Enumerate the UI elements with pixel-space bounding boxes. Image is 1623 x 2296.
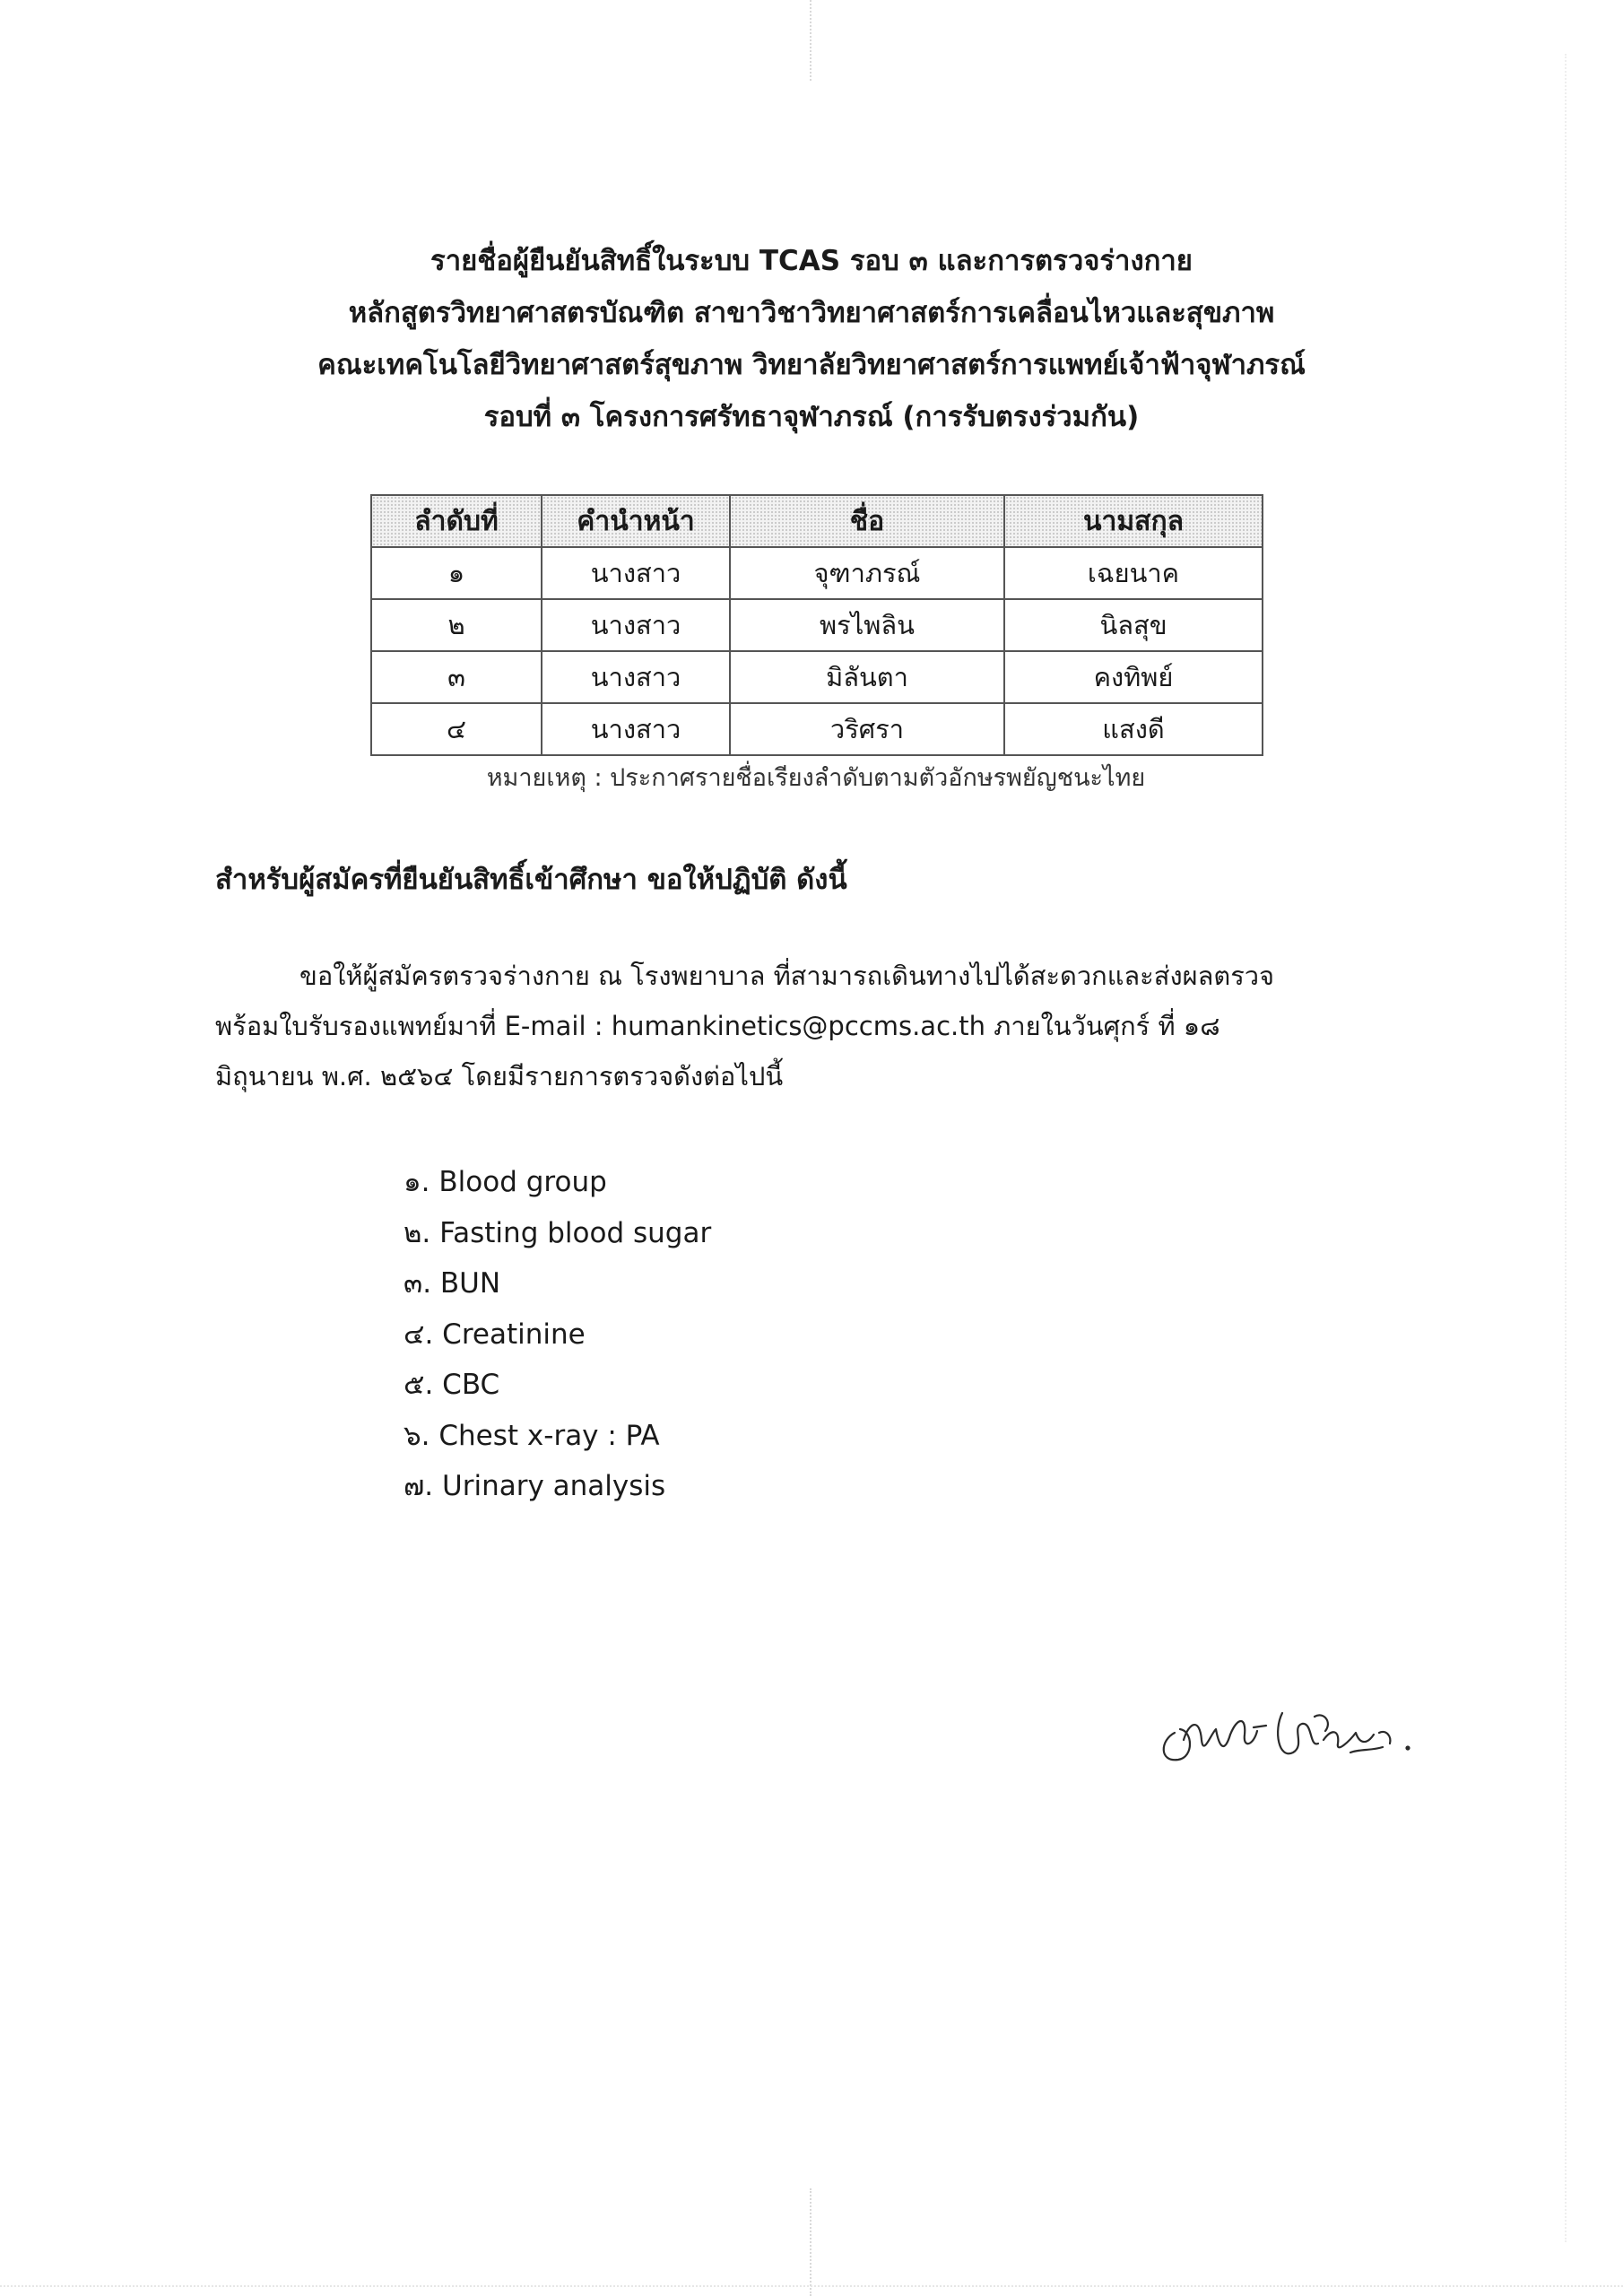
paragraph-line-3: มิถุนายน พ.ศ. ๒๕๖๔ โดยมีรายการตรวจดังต่อไปนี้	[215, 1061, 784, 1091]
list-item: ๓. BUN	[404, 1267, 501, 1300]
list-item: ๒. Fasting blood sugar	[404, 1216, 712, 1249]
cell-last-name: เฉยนาค	[1004, 547, 1263, 599]
cell-prefix: นางสาว	[542, 547, 730, 599]
scan-artifact-edge	[0, 2285, 1623, 2287]
table-row	[371, 651, 1263, 703]
header-order: ลำดับที่	[371, 495, 542, 547]
header-first-name: ชื่อ	[730, 495, 1004, 547]
cell-order: ๓	[371, 651, 542, 703]
table-row	[371, 599, 1263, 651]
list-item: ๕. CBC	[404, 1369, 500, 1401]
table-row	[371, 547, 1263, 599]
scan-artifact-bottom	[810, 2188, 812, 2296]
cell-prefix: นางสาว	[542, 599, 730, 651]
cell-first-name: วริศรา	[730, 703, 1004, 755]
scan-artifact-top	[810, 0, 812, 81]
exam-checklist	[404, 1157, 711, 1512]
document-title	[0, 235, 1623, 443]
title-line-3: คณะเทคโนโลยีวิทยาศาสตร์สุขภาพ วิทยาลัยวิทยาศาสตร์การแพทย์เจ้าฟ้าจุฬาภรณ์	[317, 349, 1306, 381]
instructions-paragraph	[215, 951, 1426, 1101]
cell-first-name: จุฑาภรณ์	[730, 547, 1004, 599]
cell-first-name: พรไพลิน	[730, 599, 1004, 651]
title-line-4: รอบที่ ๓ โครงการศรัทธาจุฬาภรณ์ (การรับตรงร่วมกัน)	[483, 401, 1140, 433]
title-line-2: หลักสูตรวิทยาศาสตรบัณฑิต สาขาวิชาวิทยาศาสตร์การเคลื่อนไหวและสุขภาพ	[348, 297, 1275, 329]
title-line-1: รายชื่อผู้ยืนยันสิทธิ์ในระบบ TCAS รอบ ๓ และการตรวจร่างกาย	[430, 245, 1193, 277]
cell-order: ๒	[371, 599, 542, 651]
cell-first-name: มิลันตา	[730, 651, 1004, 703]
table-note: หมายเหตุ : ประกาศรายชื่อเรียงลำดับตามตัวอักษรพยัญชนะไทย	[486, 764, 1146, 792]
cell-prefix: นางสาว	[542, 703, 730, 755]
cell-last-name: นิลสุข	[1004, 599, 1263, 651]
list-item: ๖. Chest x-ray : PA	[404, 1419, 660, 1452]
cell-prefix: นางสาว	[542, 651, 730, 703]
cell-order: ๑	[371, 547, 542, 599]
list-item: ๑. Blood group	[404, 1166, 607, 1198]
paragraph-line-1: ขอให้ผู้สมัครตรวจร่างกาย ณ โรงพยาบาล ที่สามารถเดินทางไปได้สะดวกและส่งผลตรวจ	[299, 961, 1275, 991]
cell-last-name: คงทิพย์	[1004, 651, 1263, 703]
cell-last-name: แสงดี	[1004, 703, 1263, 755]
paragraph-line-2: พร้อมใบรับรองแพทย์มาที่ E-mail : humankinetics@pccms.ac.th ภายในวันศุกร์ ที่ ๑๘	[215, 1011, 1220, 1041]
header-last-name: นามสกุล	[1004, 495, 1263, 547]
instructions-heading: สำหรับผู้สมัครที่ยืนยันสิทธิ์เข้าศึกษา ขอให้ปฏิบัติ ดังนี้	[215, 864, 847, 896]
list-item: ๗. Urinary analysis	[404, 1470, 666, 1502]
handwritten-signature	[1148, 1677, 1435, 1776]
table-header-row	[371, 495, 1263, 547]
table-row	[371, 703, 1263, 755]
list-item: ๔. Creatinine	[404, 1318, 586, 1351]
cell-order: ๔	[371, 703, 542, 755]
confirmed-names-table	[370, 494, 1263, 756]
header-prefix: คำนำหน้า	[542, 495, 730, 547]
